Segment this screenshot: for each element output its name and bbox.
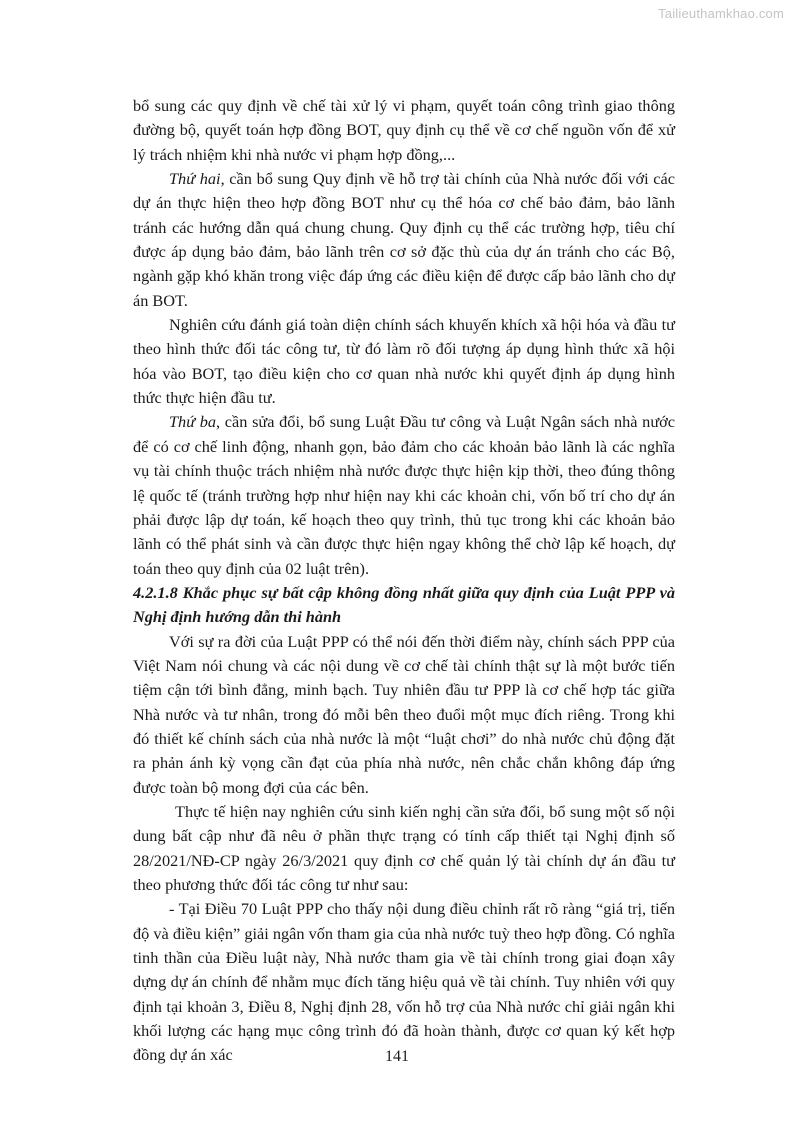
- page-body: [133, 94, 675, 1068]
- section-heading: 4.2.1.8 Khắc phục sự bất cập không đồng nhất giữa quy định của Luật PPP và Nghị định hướng dẫn thi hành: [133, 582, 675, 627]
- paragraph-4-lead: Thứ ba: [169, 412, 217, 432]
- paragraph-1: bổ sung các quy định về chế tài xử lý vi phạm, quyết toán công trình giao thông đường bộ, quyết toán hợp đồng BOT, quy định cụ thể về cơ chế nguồn vốn để xử lý trách nhiệm khi nhà nước vi phạm hợp đồng,...: [133, 96, 675, 164]
- paragraph-4-text: , cần sửa đổi, bổ sung Luật Đầu tư công và Luật Ngân sách nhà nước để có cơ chế linh động, nhanh gọn, bảo đảm cho các khoản bảo lãnh là các nghĩa vụ tài chính thuộc trách nhiệm nhà nước được thực hiện kịp thời, theo đúng thông lệ quốc tế (tránh trường hợp như hiện nay khi các khoản chi, vốn bố trí cho dự án phải được lập dự toán, kế hoạch theo quy trình, thủ tục trong khi các khoản bảo lãnh có thể phát sinh và cần được thực hiện ngay không thể chờ lập kế hoạch, dự toán theo quy định của 02 luật trên).: [133, 412, 675, 578]
- paragraph-6: Thực tế hiện nay nghiên cứu sinh kiến nghị cần sửa đổi, bổ sung một số nội dung bất cập như đã nêu ở phần thực trạng có tính cấp thiết tại Nghị định số 28/2021/NĐ-CP ngày 26/3/2021 quy định cơ chế quản lý tài chính dự án đầu tư theo phương thức đối tác công tư như sau:: [133, 801, 675, 894]
- paragraph-2-text: , cần bổ sung Quy định về hỗ trợ tài chính của Nhà nước đối với các dự án thực hiện theo hợp đồng BOT như cụ thể hóa cơ chế bảo đảm, bảo lãnh tránh các hướng dẫn quá chung chung. Quy định cụ thể các trường hợp, tiêu chí được áp dụng bảo đảm, bảo lãnh trên cơ sở đặc thù của dự án tránh cho các Bộ, ngành gặp khó khăn trong việc đáp ứng các điều kiện để được cấp bảo lãnh cho dự án BOT.: [133, 169, 675, 310]
- paragraph-7: - Tại Điều 70 Luật PPP cho thấy nội dung điều chỉnh rất rõ ràng “giá trị, tiến độ và điều kiện” giải ngân vốn tham gia của nhà nước tuỳ theo hợp đồng. Có nghĩa tinh thần của Điều luật này, Nhà nước tham gia về tài chính trong giai đoạn xây dựng dự án chính để nhằm mục đích tăng hiệu quả về tài chính. Tuy nhiên với quy định tại khoản 3, Điều 8, Nghị định 28, vốn hỗ trợ của Nhà nước chỉ giải ngân khi khối lượng các hạng mục công trình đó đã hoàn thành, được cơ quan ký kết hợp đồng dự án xác: [133, 899, 675, 1065]
- paragraph-5: Với sự ra đời của Luật PPP có thể nói đến thời điểm này, chính sách PPP của Việt Nam nói chung và các nội dung về cơ chế tài chính thật sự là một bước tiến tiệm cận tới bình đẳng, minh bạch. Tuy nhiên đầu tư PPP là cơ chế hợp tác giữa Nhà nước và tư nhân, trong đó mỗi bên theo đuổi một mục đích riêng. Trong khi đó thiết kế chính sách của nhà nước là một “luật chơi” do nhà nước chủ động đặt ra phản ánh kỳ vọng cần đạt của phía nhà nước, nên chắc chắn không đáp ứng được toàn bộ mong đợi của các bên.: [133, 631, 675, 797]
- paragraph-2: [133, 167, 675, 313]
- paragraph-2-lead: Thứ hai: [169, 169, 221, 189]
- watermark-text: Tailieuthamkhao.com: [658, 6, 784, 21]
- paragraph-4: [133, 410, 675, 580]
- paragraph-3: Nghiên cứu đánh giá toàn diện chính sách khuyến khích xã hội hóa và đầu tư theo hình thức đối tác công tư, từ đó làm rõ đối tượng áp dụng hình thức xã hội hóa vào BOT, tạo điều kiện cho cơ quan nhà nước khi quyết định áp dụng hình thức thực hiện đầu tư.: [133, 315, 675, 408]
- page-number: 141: [385, 1048, 409, 1065]
